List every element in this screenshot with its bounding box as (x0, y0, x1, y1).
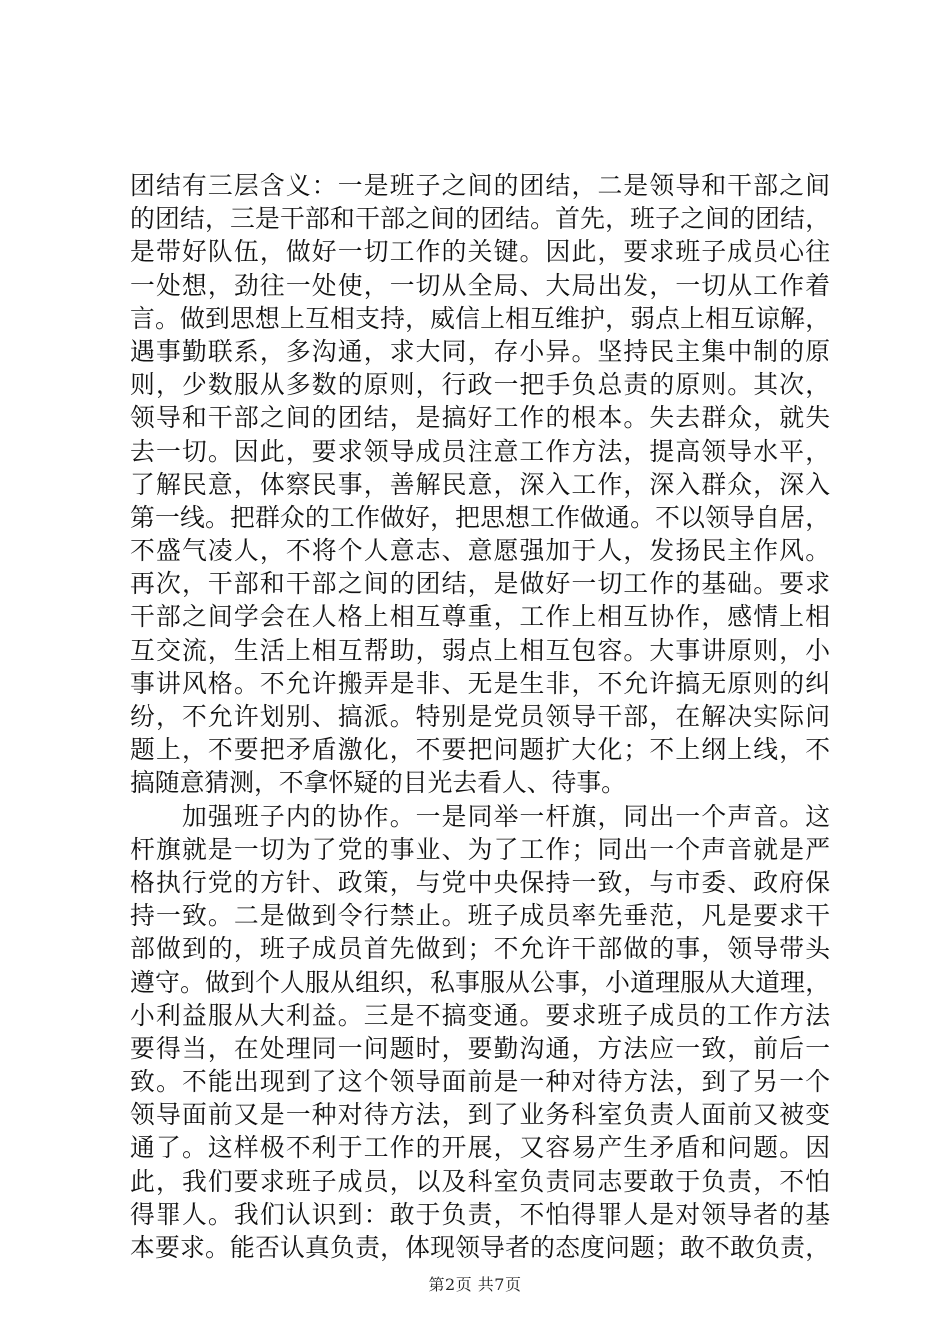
text-line: 一处想，劲往一处使，一切从全局、大局出发，一切从工作着 (130, 270, 830, 300)
text-line: 去一切。因此，要求领导成员注意工作方法，提高领导水平， (130, 436, 830, 466)
text-line: 题上，不要把矛盾激化，不要把问题扩大化；不上纲上线，不 (130, 735, 830, 765)
text-line: 遇事勤联系，多沟通，求大同，存小异。坚持民主集中制的原 (130, 336, 830, 366)
text-line: 事讲风格。不允许搬弄是非、无是生非，不允许搞无原则的纠 (130, 668, 830, 698)
text-line: 了解民意，体察民事，善解民意，深入工作，深入群众，深入 (130, 469, 830, 499)
body-text (130, 169, 830, 1264)
text-line: 领导面前又是一种对待方法，到了业务科室负责人面前又被变 (130, 1100, 830, 1130)
text-line: 言。做到思想上互相支持，威信上相互维护，弱点上相互谅解， (130, 303, 830, 333)
text-line: 则，少数服从多数的原则，行政一把手负总责的原则。其次， (130, 370, 830, 400)
text-line: 格执行党的方针、政策，与党中央保持一致，与市委、政府保 (130, 867, 830, 897)
text-line: 互交流，生活上相互帮助，弱点上相互包容。大事讲原则，小 (130, 635, 830, 665)
text-line: 持一致。二是做到令行禁止。班子成员率先垂范，凡是要求干 (130, 901, 830, 931)
text-line: 第一线。把群众的工作做好，把思想工作做通。不以领导自居， (130, 502, 830, 532)
text-line: 此，我们要求班子成员，以及科室负责同志要敢于负责，不怕 (130, 1166, 830, 1196)
text-line: 本要求。能否认真负责，体现领导者的态度问题；敢不敢负责， (130, 1233, 830, 1262)
text-line: 加强班子内的协作。一是同举一杆旗，同出一个声音。这 (130, 801, 830, 831)
text-line: 致。不能出现到了这个领导面前是一种对待方法，到了另一个 (130, 1067, 830, 1097)
text-line: 要得当，在处理同一问题时，要勤沟通，方法应一致，前后一 (130, 1033, 830, 1063)
text-line: 团结有三层含义：一是班子之间的团结，二是领导和干部之间 (130, 171, 830, 200)
text-line: 不盛气凌人，不将个人意志、意愿强加于人，发扬民主作风。 (130, 536, 830, 566)
text-line: 得罪人。我们认识到：敢于负责，不怕得罪人是对领导者的基 (130, 1199, 830, 1229)
text-line: 遵守。做到个人服从组织，私事服从公事，小道理服从大道理， (130, 967, 830, 997)
page-number-footer: 第2页 共7页 (428, 1275, 522, 1294)
text-line: 再次，干部和干部之间的团结，是做好一切工作的基础。要求 (130, 569, 830, 599)
text-line: 通了。这样极不利于工作的开展，又容易产生矛盾和问题。因 (130, 1133, 830, 1163)
text-line: 领导和干部之间的团结，是搞好工作的根本。失去群众，就失 (130, 403, 830, 433)
text-line: 是带好队伍，做好一切工作的关键。因此，要求班子成员心往 (130, 237, 830, 267)
text-line: 的团结，三是干部和干部之间的团结。首先，班子之间的团结， (130, 204, 830, 234)
text-line: 干部之间学会在人格上相互尊重，工作上相互协作，感情上相 (130, 602, 830, 632)
text-line: 部做到的，班子成员首先做到；不允许干部做的事，领导带头 (130, 934, 830, 964)
text-line: 杆旗就是一切为了党的事业、为了工作；同出一个声音就是严 (130, 834, 830, 864)
text-line: 纷，不允许划别、搞派。特别是党员领导干部，在解决实际问 (130, 702, 830, 731)
text-line: 小利益服从大利益。三是不搞变通。要求班子成员的工作方法 (130, 1000, 830, 1030)
text-line: 搞随意猜测，不拿怀疑的目光去看人、待事。 (130, 768, 626, 798)
